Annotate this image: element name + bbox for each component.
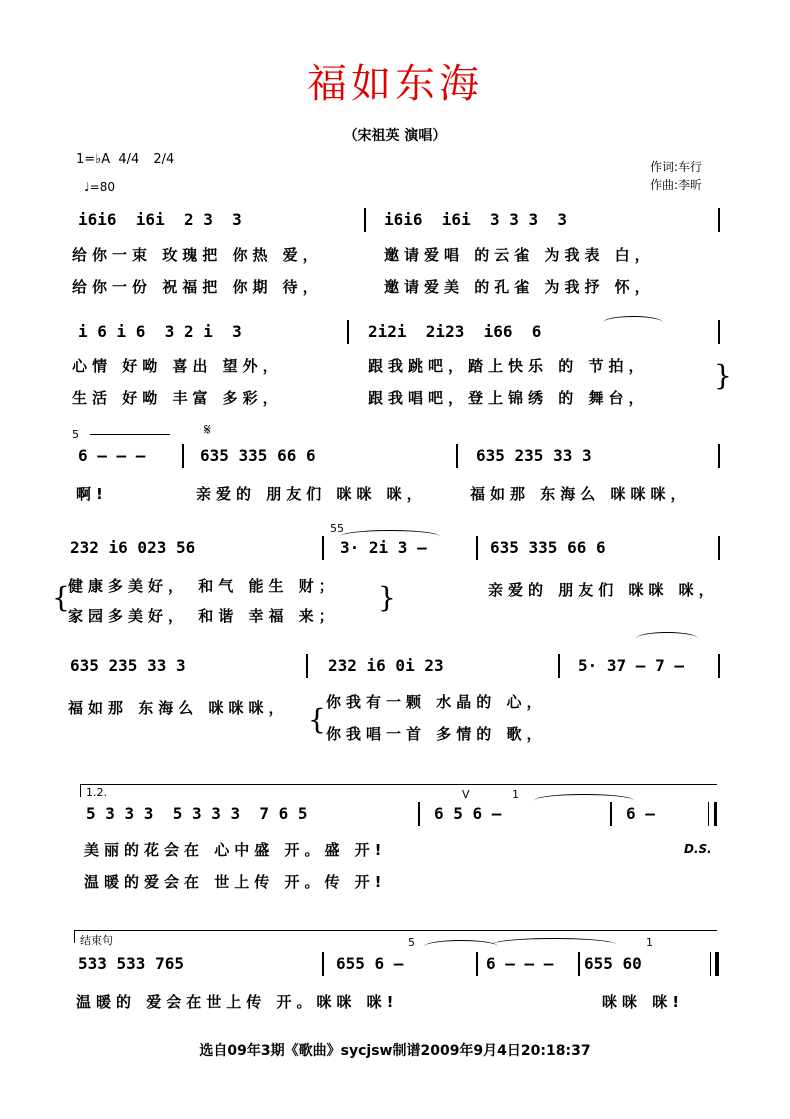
lyric-row3-b: 亲爱的 朋友们 咪咪 咪， <box>196 485 427 503</box>
notes-row3-m1: 6 – – – <box>78 446 146 465</box>
notes-row5-m3: 5· 37 – 7 – <box>578 656 684 675</box>
notes-row3-m2: 635 335 66 6 <box>200 446 316 465</box>
barline <box>718 208 720 232</box>
lyricist-credit: 作词:车行 <box>650 160 703 174</box>
barline <box>708 802 709 826</box>
lyric-row1-v1a: 给你一束 玫瑰把 你热 爱， <box>72 246 323 264</box>
barline <box>476 536 478 560</box>
lyric-row2-v2a: 生活 好呦 丰富 多彩， <box>72 389 283 407</box>
composer-credit: 作曲:李昕 <box>650 178 703 192</box>
barline <box>456 444 458 468</box>
slur <box>636 632 698 645</box>
page-title: 福如东海 <box>307 61 483 107</box>
lyric-row6-v1: 美丽的花会在 心中盛 开。盛 开! <box>84 841 387 859</box>
barline <box>718 444 720 468</box>
barline <box>718 320 720 344</box>
lyric-row2-v1a: 心情 好呦 喜出 望外， <box>72 357 283 375</box>
repeat-barline <box>714 802 717 826</box>
notes-row5-m1: 635 235 33 3 <box>70 656 186 675</box>
key-signature-text: 1=♭A <box>76 152 111 167</box>
footer-source: 选自09年3期《歌曲》sycjsw制谱2009年9月4日20:18:37 <box>199 1043 591 1059</box>
barline <box>718 654 720 678</box>
lyric-row6-v2: 温暖的爱会在 世上传 开。传 开! <box>84 873 387 891</box>
notes-row4-m2: 3· 2i 3 – <box>340 538 427 557</box>
notes-row7-m4: 655 60 <box>584 954 642 973</box>
lyric-row4-c: 亲爱的 朋友们 咪咪 咪， <box>488 581 719 599</box>
grace-note: 5 <box>72 428 79 441</box>
notes-row6-m1: 5 3 3 3 5 3 3 3 7 6 5 <box>86 804 308 823</box>
volta-label: 1.2. <box>86 786 107 799</box>
time-signature-1: 4/4 <box>118 152 140 167</box>
key-signature <box>76 152 174 167</box>
barline <box>718 536 720 560</box>
slur <box>534 794 634 807</box>
notes-row4-m3: 635 335 66 6 <box>490 538 606 557</box>
ending-label: 结束句 <box>80 934 113 947</box>
lyric-row3-a: 啊! <box>76 485 108 503</box>
slur <box>492 938 616 951</box>
breath-mark: V <box>462 788 470 801</box>
lyric-row1-v2a: 给你一份 祝福把 你期 待， <box>72 278 323 296</box>
barline <box>306 654 308 678</box>
notes-row1-m2: i6i6 i6i 3 3 3 3 <box>384 210 568 229</box>
barline <box>610 802 612 826</box>
ending-bracket <box>74 930 717 943</box>
slur <box>340 530 440 543</box>
lyric-row2-v2b: 跟我唱吧，登上锦绣 的 舞台， <box>368 389 649 407</box>
barline <box>476 952 478 976</box>
barline <box>578 952 580 976</box>
tempo-mark: ♩=80 <box>84 180 115 194</box>
lyric-row3-c: 福如那 东海么 咪咪咪， <box>470 485 691 503</box>
notes-row5-m2: 232 i6 0i 23 <box>328 656 444 675</box>
notes-row1-m1: i6i6 i6i 2 3 3 <box>78 210 242 229</box>
barline <box>182 444 184 468</box>
ds-mark: D.S. <box>684 842 712 856</box>
grace-note: 1 <box>646 936 653 949</box>
notes-row4-m1: 232 i6 023 56 <box>70 538 196 557</box>
barline <box>347 320 349 344</box>
lyric-row7-b: 咪咪 咪! <box>602 993 685 1011</box>
lyric-row1-v1b: 邀请爱唱 的云雀 为我表 白， <box>384 246 655 264</box>
lyric-row4-v1: 健康多美好， 和气 能生 财； <box>68 577 339 595</box>
time-signature-2: 2/4 <box>153 152 175 167</box>
slur <box>424 940 498 953</box>
volta-bracket <box>80 784 717 797</box>
lyric-row5-v1: 你我有一颗 水晶的 心， <box>326 693 547 711</box>
barline <box>710 952 711 976</box>
notes-row7-m1: 533 533 765 <box>78 954 184 973</box>
right-brace: } <box>714 359 732 392</box>
notes-row6-m3: 6 – <box>626 804 655 823</box>
right-brace: } <box>378 581 396 614</box>
notes-row7-m2: 655 6 – <box>336 954 404 973</box>
barline <box>558 654 560 678</box>
barline <box>418 802 420 826</box>
lyric-row5-v2: 你我唱一首 多情的 歌， <box>326 725 547 743</box>
extension-line <box>90 434 170 435</box>
notes-row2-m2: 2i2i 2i23 i66 6 <box>368 322 542 341</box>
barline <box>322 536 324 560</box>
notes-row2-m1: i 6 i 6 3 2 i 3 <box>78 322 242 341</box>
grace-note: 1 <box>512 788 519 801</box>
lyric-row2-v1b: 跟我跳吧，踏上快乐 的 节拍， <box>368 357 649 375</box>
final-barline <box>715 952 719 976</box>
left-brace: { <box>52 581 70 614</box>
barline <box>322 952 324 976</box>
lyric-row1-v2b: 邀请爱美 的孔雀 为我抒 怀， <box>384 278 655 296</box>
lyric-row4-v2: 家园多美好， 和谐 幸福 来； <box>68 607 339 625</box>
performer-credit: （宋祖英 演唱） <box>343 128 447 144</box>
segno-icon: 𝄋 <box>204 420 211 439</box>
notes-row6-m2: 6 5 6 – <box>434 804 502 823</box>
slur <box>603 316 663 329</box>
notes-row3-m3: 635 235 33 3 <box>476 446 592 465</box>
barline <box>364 208 366 232</box>
lyric-row7-a: 温暖的 爱会在世上传 开。咪咪 咪! <box>76 993 399 1011</box>
left-brace: { <box>308 703 326 736</box>
notes-row7-m3: 6 – – – <box>486 954 554 973</box>
grace-note: 5 <box>408 936 415 949</box>
lyric-row5-a: 福如那 东海么 咪咪咪， <box>68 699 289 717</box>
grace-note: 55 <box>330 522 344 535</box>
